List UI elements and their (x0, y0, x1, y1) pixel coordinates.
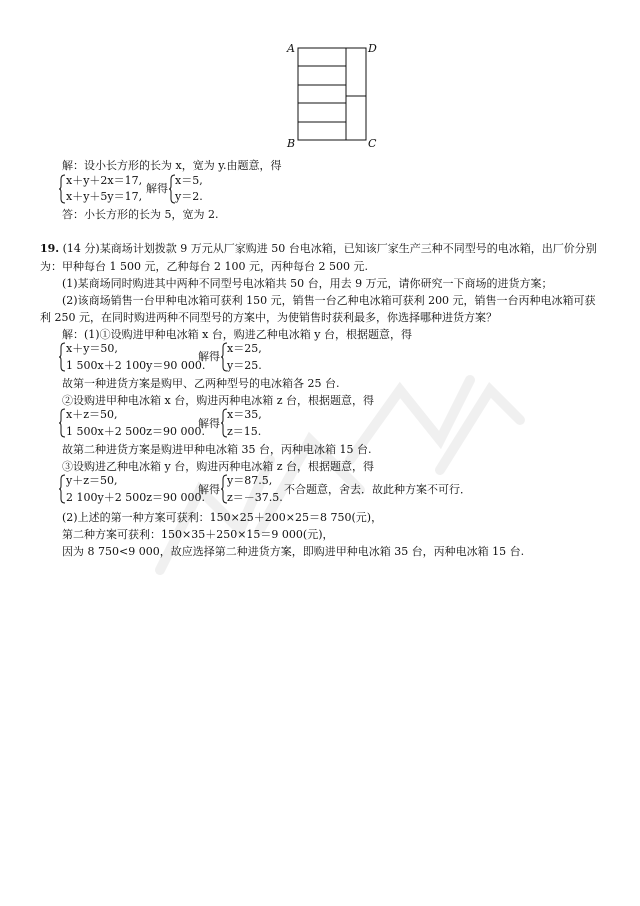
brace-icon (58, 474, 66, 504)
solution1-eq1: x＋y＝50, (66, 342, 118, 355)
part2-line3: 因为 8 750<9 000，故应选择第二种进货方案，即购进甲种电冰箱 35 台，丙种电冰箱 15 台. (62, 545, 525, 558)
label-d: D (368, 42, 377, 55)
question-19-line2: 为：甲种每台 1 500 元，乙种每台 2 100 元，丙种每台 2 500 元. (40, 260, 368, 273)
solution2-intro: ②设购进甲种电冰箱 x 台，购进丙种电冰箱 z 台，根据题意，得 (62, 394, 374, 407)
solution3-eq1: y＋z＝50, (66, 474, 118, 487)
solution2-sol2: z＝15. (227, 425, 262, 438)
prev-sol1: x＝5, (175, 174, 203, 187)
watermark-icon (140, 330, 540, 590)
solution1-conclusion: 故第一种进货方案是购甲、乙两种型号的电冰箱各 25 台. (62, 377, 340, 390)
solution3-sol1: y＝87.5, (227, 474, 273, 487)
label-b: B (287, 137, 296, 150)
solution2-eq1: x＋z＝50, (66, 408, 118, 421)
solution3-sol2: z＝－37.5. (227, 491, 283, 504)
solution2-eq2: 1 500x＋2 500z＝90 000. (66, 425, 205, 438)
prev-solution-intro: 解：设小长方形的长为 x，宽为 y.由题意，得 (62, 159, 282, 172)
solution1-intro: 解：(1)①设购进甲种电冰箱 x 台，购进乙种电冰箱 y 台，根据题意，得 (62, 328, 412, 341)
brace-icon (58, 174, 66, 204)
prev-answer: 答：小长方形的长为 5，宽为 2. (62, 208, 219, 221)
brace-icon (58, 408, 66, 438)
solution1-jiede: 解得 (198, 350, 220, 363)
solution2-sol1: x＝35, (227, 408, 262, 421)
question-text-1: (14 分)某商场计划拨款 9 万元从厂家购进 50 台电冰箱，已知该厂家生产三种不同型号的电冰箱，出厂价分别 (62, 242, 597, 255)
solution1-sol1: x＝25, (227, 342, 262, 355)
rectangle-figure (284, 40, 384, 152)
question-part2b: 利 250 元，在同时购进两种不同型号的方案中，为使销售时获利最多，你选择哪种进货方案？ (40, 311, 497, 324)
label-a: A (287, 42, 295, 55)
question-number: 19. (40, 242, 60, 255)
label-c: C (368, 137, 377, 150)
prev-eq1: x＋y＋2x＝17, (66, 174, 143, 187)
solution3-intro: ③设购进乙种电冰箱 y 台，购进丙种电冰箱 z 台，根据题意，得 (62, 460, 374, 473)
prev-jiede: 解得 (146, 182, 168, 195)
question-part1: (1)某商场同时购进其中两种不同型号电冰箱共 50 台，用去 9 万元，请你研究一下商场的进货方案； (62, 277, 553, 290)
solution3-eq2: 2 100y＋2 500z＝90 000. (66, 491, 205, 504)
solution2-jiede: 解得 (198, 417, 220, 430)
rectangle-diagram (284, 40, 384, 152)
part2-line1: (2)上述的第一种方案可获利：150×25＋200×25＝8 750(元)， (62, 511, 383, 524)
solution1-sol2: y＝25. (227, 359, 262, 372)
prev-sol2: y＝2. (175, 190, 203, 203)
solution2-conclusion: 故第二种进货方案是购进甲种电冰箱 35 台，丙种电冰箱 15 台. (62, 443, 372, 456)
solution3-note: 不合题意，舍去．故此种方案不可行． (284, 483, 471, 496)
solution1-eq2: 1 500x＋2 100y＝90 000. (66, 359, 206, 372)
question-part2a: (2)该商场销售一台甲种电冰箱可获利 150 元，销售一台乙种电冰箱可获利 200 元，销售一台丙种电冰箱可获 (62, 294, 596, 307)
solution3-jiede: 解得 (198, 483, 220, 496)
question-19-line1 (40, 242, 597, 255)
part2-line2: 第二种方案可获利：150×35＋250×15＝9 000(元)， (62, 528, 334, 541)
prev-eq2: x＋y＋5y＝17, (66, 190, 143, 203)
brace-icon (58, 342, 66, 372)
